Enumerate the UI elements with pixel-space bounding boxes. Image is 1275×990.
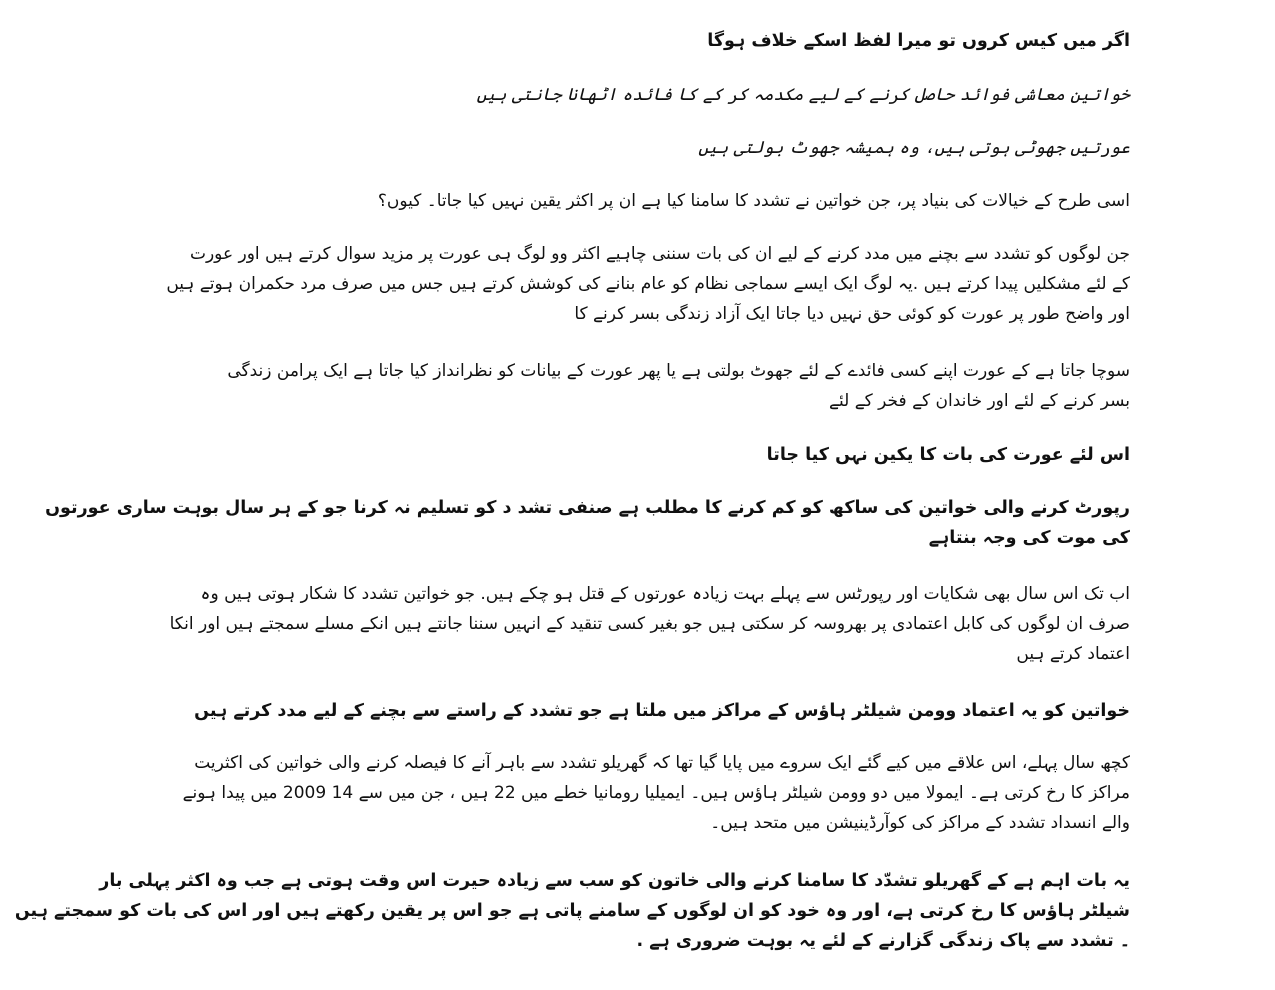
paragraph-5: [152, 239, 1130, 329]
paragraph-7: [152, 440, 1130, 470]
paragraph-2: [152, 80, 1130, 110]
paragraph-5-line-2: کے لئے مشکلیں پیدا کرتے ہیں .یہ لوگ ایک ایسے سماجی نظام کو عام بنانے کی کوشش کرتے ہیں جس میں صرف مرد حکمران ہوتے ہیں: [166, 274, 1130, 294]
paragraph-7-line: اس لئے عورت کی بات کا یکین نہں کیا جاتا: [766, 445, 1130, 465]
paragraph-8: [45, 493, 1130, 553]
paragraph-12: [14, 866, 1130, 956]
paragraph-1: [152, 26, 1130, 56]
paragraph-12-line-1: یہ بات اہم ہے کے گھریلو تشدّد کا سامنا کرنے والی خاتون کو سب سے زیادہ حیرت اس وقت ہوتی ہے جب وہ اکثر پہلی بار: [99, 871, 1130, 891]
paragraph-4: [152, 186, 1130, 216]
paragraph-11: [152, 748, 1130, 838]
paragraph-10-line: خواتین کو یہ اعتماد وومن شیلٹر ہاؤس کے مراکز میں ملتا ہے جو تشدد کے راستے سے بچنے کے لیے مدد کرتے ہیں: [194, 701, 1130, 721]
paragraph-9: [152, 579, 1130, 669]
paragraph-12-line-2: شیلٹر ہاؤس کا رخ کرتی ہے، اور وہ خود کو ان لوگوں کے سامنے پاتی ہے جو اس پر یقین رکھتے ہیں اور اس کی بات کو سمجتے ہیں: [14, 901, 1130, 921]
paragraph-9-line-1: اب تک اس سال بھی شکایات اور رپورٹس سے پہلے بہت زیادہ عورتوں کے قتل ہو چکے ہیں. جو خواتین تشدد کا شکار ہوتی ہیں وہ: [200, 584, 1130, 604]
paragraph-4-line: اسی طرح کے خیالات کی بنیاد پر، جن خواتین نے تشدد کا سامنا کیا ہے ان پر اکثر یقین نہیں کیا جاتا۔ کیوں؟: [377, 191, 1130, 211]
paragraph-1-line: اگر میں کیس کروں تو میرا لفظ اسکے خلاف ہوگا: [707, 31, 1130, 51]
document-page: [14, 0, 1130, 990]
paragraph-6: [152, 356, 1130, 416]
paragraph-5-line-3: اور واضح طور پر عورت کو کوئی حق نہیں دیا جاتا ایک آزاد زندگی بسر کرنے کا: [574, 304, 1130, 324]
paragraph-8-line-2: کی موت کی وجہ بنتاہے: [928, 528, 1130, 548]
paragraph-2-line: خواتین معاشی فوائد حاصل کرنے کے لیے مکدمہ کر کے کا فائدہ اٹھانا جانتی ہیں: [476, 85, 1130, 105]
paragraph-11-line-1: کچھ سال پہلے، اس علاقے میں کیے گئے ایک سروے میں پایا گیا تھا کہ گھریلو تشدد سے باہر آنے کا فیصلہ کرنے والی خواتین کی اکثریت: [194, 753, 1130, 773]
paragraph-12-line-3: ۔ تشدد سے پاک زندگی گزارنے کے لئے یہ بوہت ضروری ہے .: [636, 931, 1130, 951]
paragraph-10: [152, 696, 1130, 726]
paragraph-6-line-1: سوچا جاتا ہے کے عورت اپنے کسی فائدے کے لئے جھوٹ بولتی ہے یا پھر عورت کے بیانات کو نظرانداز کیا جاتا ہے ایک پرامن زندگی: [227, 361, 1130, 381]
paragraph-9-line-2: صرف ان لوگوں کی کابل اعتمادی پر بھروسہ کر سکتی ہیں جو بغیر کسی تنقید کے انہیں سننا جانتے ہیں انکے مسلے سمجتے ہیں اور انکا: [169, 614, 1130, 634]
paragraph-3-line: عورتیں جھوٹی ہوتی ہیں، وہ ہمیشہ جھوٹ بولتی ہیں: [698, 138, 1130, 158]
paragraph-11-line-3: والے انسداد تشدد کے مراکز کی کوآرڈینیشن میں متحد ہیں۔: [710, 813, 1130, 833]
paragraph-3: [152, 133, 1130, 163]
paragraph-8-line-1: رپورٹ کرنے والی خواتین کی ساکھ کو کم کرنے کا مطلب ہے صنفی تشد د کو تسلیم نہ کرنا جو کے ہر سال بوہت ساری عورتوں: [45, 498, 1130, 518]
paragraph-11-line-2: مراکز کا رخ کرتی ہے۔ ایمولا میں دو وومن شیلٹر ہاؤس ہیں۔ ایمیلیا رومانیا خطے میں 22 ہیں ، جن میں سے 14 2009 میں پیدا ہونے: [182, 783, 1130, 803]
paragraph-5-line-1: جن لوگوں کو تشدد سے بچنے میں مدد کرنے کے لیے ان کی بات سننی چاہیے اکثر وو لوگ ہی عورت پر مزید سوال کرتے ہیں اور عورت: [189, 244, 1130, 264]
paragraph-9-line-3: اعتماد کرتے ہیں: [1016, 644, 1130, 664]
paragraph-6-line-2: بسر کرنے کے لئے اور خاندان کے فخر کے لئے: [829, 391, 1130, 411]
